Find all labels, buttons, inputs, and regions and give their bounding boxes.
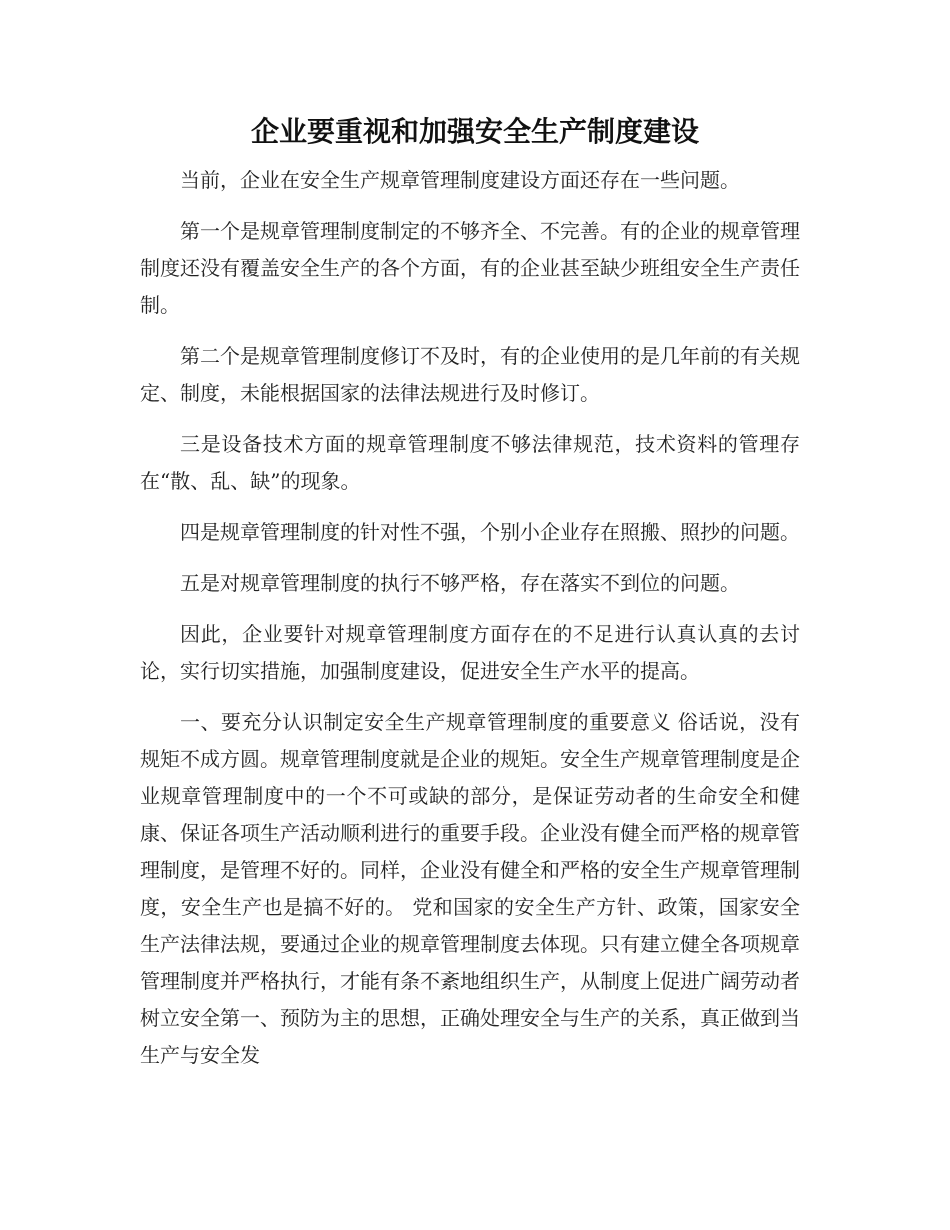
document-title: 企业要重视和加强安全生产制度建设 <box>250 115 699 148</box>
paragraph-issue-3: 三是设备技术方面的规章管理制度不够法律规范，技术资料的管理存在“散、乱、缺”的现象。 <box>140 432 800 493</box>
paragraph-issue-4: 四是规章管理制度的针对性不强，个别小企业存在照搬、照抄的问题。 <box>180 520 800 544</box>
paragraph-issue-5: 五是对规章管理制度的执行不够严格，存在落实不到位的问题。 <box>180 571 740 595</box>
document-body <box>140 162 800 1088</box>
paragraph-intro: 当前，企业在安全生产规章管理制度建设方面还存在一些问题。 <box>180 168 740 192</box>
paragraph-issue-1: 第一个是规章管理制度制定的不够齐全、不完善。有的企业的规章管理制度还没有覆盖安全生产的各个方面，有的企业甚至缺少班组安全生产责任制。 <box>140 219 800 317</box>
paragraph-conclusion: 因此，企业要针对规章管理制度方面存在的不足进行认真认真的去讨论，实行切实措施，加强制度建设，促进安全生产水平的提高。 <box>140 622 800 683</box>
paragraph-section-1: 一、要充分认识制定安全生产规章管理制度的重要意义 俗话说，没有规矩不成方圆。规章管理制度就是企业的规矩。安全生产规章管理制度是企业规章管理制度中的一个不可或缺的部分，是保证劳动者的生命安全和健康、保证各项生产活动顺利进行的重要手段。企业没有健全而严格的规章管理制度，是管理不好的。同样，企业没有健全和严格的安全生产规章管理制度，安全生产也是搞不好的。 党和国家的安全生产方针、政策，国家安全生产法律法规，要通过企业的规章管理制度去体现。只有建立健全各项规章管理制度并严格执行，才能有条不紊地组织生产，从制度上促进广阔劳动者树立安全第一、预防为主的思想，正确处理安全与生产的关系，真正做到当生产与安全发 <box>140 710 800 1067</box>
paragraph-issue-2: 第二个是规章管理制度修订不及时，有的企业使用的是几年前的有关规定、制度，未能根据国家的法律法规进行及时修订。 <box>140 344 800 405</box>
